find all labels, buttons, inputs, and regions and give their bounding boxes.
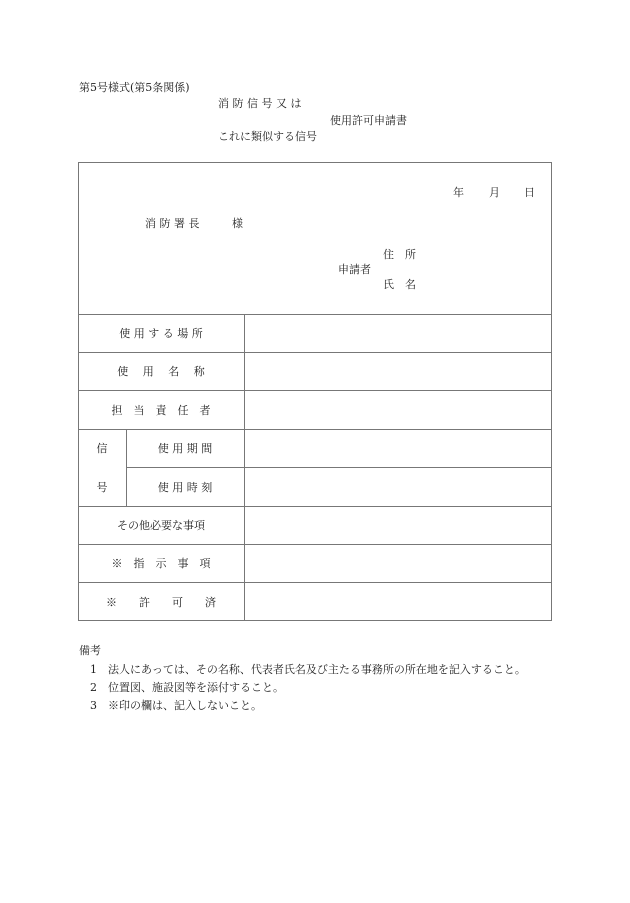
row-label-person-in-charge: 担 当 責 任 者 (111, 403, 211, 417)
note-number: 3 (90, 699, 97, 712)
title-line-3: これに類似する信号 (218, 130, 317, 143)
date-month-label: 月 (489, 186, 500, 199)
note-number: 2 (90, 681, 97, 694)
signal-label-top: 信 (96, 442, 108, 455)
row-label-usage-name: 使 用 名 称 (117, 365, 205, 378)
addressee-label: 消 防 署 長 (145, 217, 200, 230)
value-usage-period[interactable] (245, 430, 551, 467)
date-day-label: 日 (524, 186, 535, 199)
title-line-2: 使用許可申請書 (330, 114, 407, 127)
row-label-usage-time: 使 用 時 刻 (157, 480, 213, 494)
note-number: 1 (90, 663, 97, 676)
notes-heading: 備考 (79, 644, 101, 657)
honorific-label: 様 (232, 217, 243, 230)
date-year-label: 年 (453, 186, 464, 199)
signal-label-bottom: 号 (96, 480, 108, 494)
name-label: 氏 名 (383, 278, 416, 291)
title-line-1: 消 防 信 号 又 は (218, 97, 302, 110)
row-label-place: 使 用 す る 場 所 (119, 327, 203, 340)
value-approved (245, 583, 551, 621)
value-place[interactable] (245, 315, 551, 352)
row-label-other-matters: その他必要な事項 (117, 519, 205, 532)
address-label: 住 所 (383, 248, 416, 261)
note-text: 位置図、施設図等を添付すること。 (108, 681, 284, 694)
form-number: 第5号様式(第5条関係) (79, 81, 190, 94)
value-person-in-charge[interactable] (245, 391, 551, 429)
note-text: 法人にあっては、その名称、代表者氏名及び主たる事務所の所在地を記入すること。 (108, 663, 526, 676)
note-text: ※印の欄は、記入しないこと。 (108, 699, 262, 712)
value-other-matters[interactable] (245, 507, 551, 544)
row-label-instructions: ※ 指 示 事 項 (111, 557, 211, 570)
applicant-label: 申請者 (338, 263, 371, 276)
row-label-usage-period: 使 用 期 間 (157, 442, 213, 455)
value-usage-name[interactable] (245, 353, 551, 390)
row-label-approved: ※ 許 可 済 (106, 595, 216, 609)
value-usage-time[interactable] (245, 468, 551, 506)
value-instructions (245, 545, 551, 582)
